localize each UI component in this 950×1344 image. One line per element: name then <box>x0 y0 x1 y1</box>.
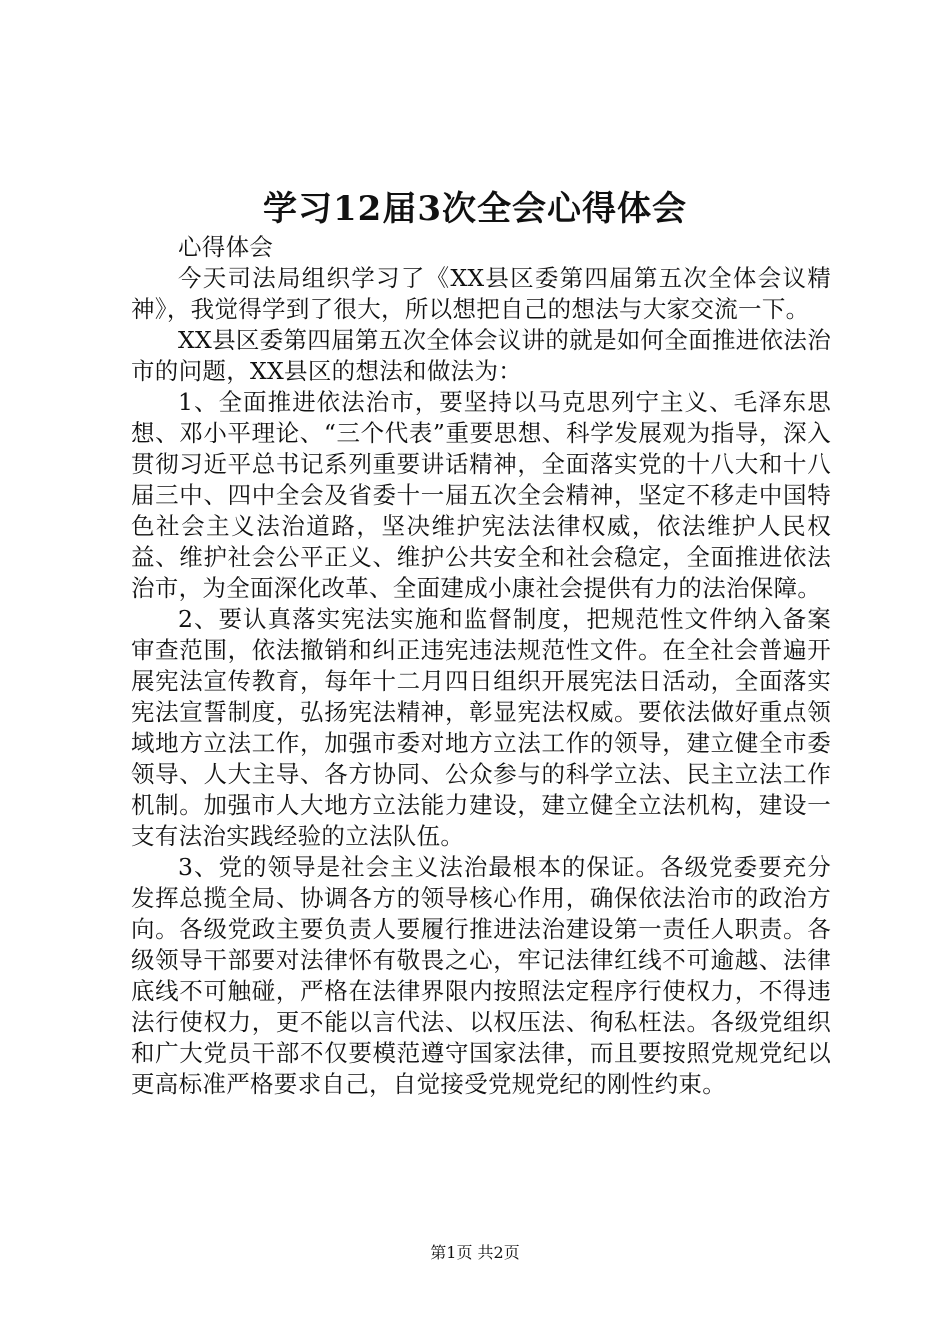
paragraph-point-3: 3、党的领导是社会主义法治最根本的保证。各级党委要充分发挥总揽全局、协调各方的领导核心作用，确保依法治市的政治方向。各级党政主要负责人要履行推进法治建设第一责任人职责。各级领导干部要对法律怀有敬畏之心，牢记法律红线不可逾越、法律底线不可触碰，严格在法律界限内按照法定程序行使权力，不得违法行使权力，更不能以言代法、以权压法、徇私枉法。各级党组织和广大党员干部不仅要模范遵守国家法律，而且要按照党规党纪以更高标准严格要求自己，自觉接受党规党纪的刚性约束。 <box>131 853 831 1098</box>
paragraph-context: XX县区委第四届第五次全体会议讲的就是如何全面推进依法治市的问题，XX县区的想法和做法为： <box>131 326 831 385</box>
paragraph-point-1: 1、全面推进依法治市，要坚持以马克思列宁主义、毛泽东思想、邓小平理论、“三个代表”重要思想、科学发展观为指导，深入贯彻习近平总书记系列重要讲话精神，全面落实党的十八大和十八届三中、四中全会及省委十一届五次全会精神，坚定不移走中国特色社会主义法治道路，坚决维护宪法法律权威，依法维护人民权益、维护社会公平正义、维护公共安全和社会稳定，全面推进依法治市，为全面深化改革、全面建成小康社会提供有力的法治保障。 <box>131 388 831 602</box>
page-number-footer: 第1页 共2页 <box>430 1243 520 1262</box>
document-body <box>131 232 831 1100</box>
paragraph-intro: 今天司法局组织学习了《XX县区委第四届第五次全体会议精神》，我觉得学到了很大，所以想把自己的想法与大家交流一下。 <box>131 264 831 323</box>
paragraph-point-2: 2、要认真落实宪法实施和监督制度，把规范性文件纳入备案审查范围，依法撤销和纠正违宪违法规范性文件。在全社会普遍开展宪法宣传教育，每年十二月四日组织开展宪法日活动，全面落实宪法宣誓制度，弘扬宪法精神，彰显宪法权威。要依法做好重点领域地方立法工作，加强市委对地方立法工作的领导，建立健全市委领导、人大主导、各方协同、公众参与的科学立法、民主立法工作机制。加强市人大地方立法能力建设，建立健全立法机构，建设一支有法治实践经验的立法队伍。 <box>131 605 831 850</box>
paragraph-heading: 心得体会 <box>178 233 274 261</box>
document-title: 学习12届3次全会心得体会 <box>263 189 687 229</box>
